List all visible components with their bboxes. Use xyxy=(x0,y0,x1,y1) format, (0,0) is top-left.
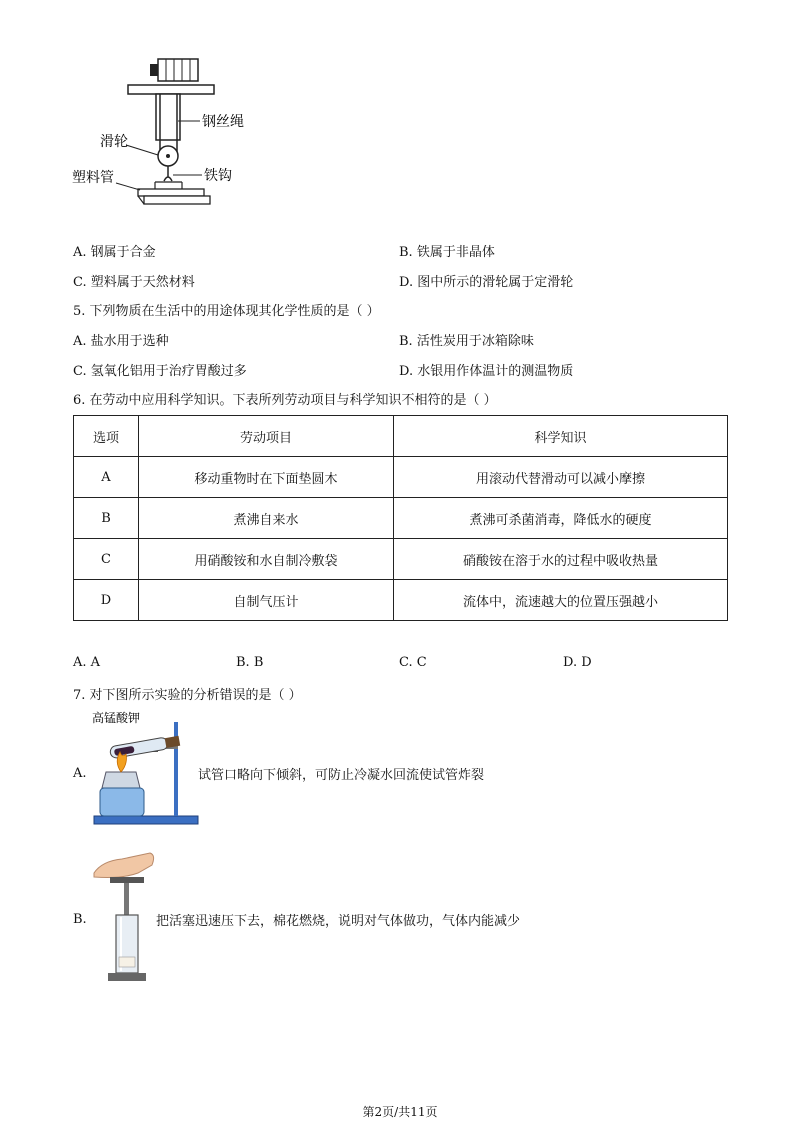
q6-option-a-text: A xyxy=(90,655,101,670)
table-cell: A xyxy=(74,457,139,498)
q5-option-a-label: A. xyxy=(73,334,87,349)
table-header-cell: 选项 xyxy=(74,416,139,457)
q5-option-c-label: C. xyxy=(73,364,87,379)
q5-option-a[interactable] xyxy=(73,330,169,349)
table-cell: D xyxy=(74,580,139,621)
q6-option-d-label: D. xyxy=(563,655,578,670)
label-steel-wire: 钢丝绳 xyxy=(202,114,244,130)
q4-option-c[interactable] xyxy=(73,271,195,290)
piston-handle xyxy=(110,877,144,883)
table-cell: 煮沸自来水 xyxy=(139,498,394,539)
q4-option-d-label: D. xyxy=(399,275,414,290)
plastic-pipe xyxy=(138,189,204,196)
q5-option-d-label: D. xyxy=(399,364,414,379)
q6-option-d-text: D xyxy=(581,655,592,670)
q5-option-a-text: 盐水用于选种 xyxy=(90,334,169,349)
table-cell: 移动重物时在下面垫圆木 xyxy=(139,457,394,498)
q5-stem: 5. 下列物质在生活中的用途体现其化学性质的是（ ） xyxy=(73,304,380,319)
q7-stem: 7. 对下图所示实验的分析错误的是（ ） xyxy=(73,688,302,703)
table-cell: C xyxy=(74,539,139,580)
table-cell: 用硝酸铵和水自制冷敷袋 xyxy=(139,539,394,580)
heating-apparatus-figure xyxy=(88,708,203,830)
q4-option-b[interactable] xyxy=(399,241,495,260)
table-cell: 自制气压计 xyxy=(139,580,394,621)
iron-hook xyxy=(164,166,172,181)
table-row xyxy=(74,457,728,498)
table-cell: 流体中，流速越大的位置压强越小 xyxy=(394,580,728,621)
q4-option-a[interactable] xyxy=(73,241,156,260)
q5-option-b[interactable] xyxy=(399,330,534,349)
q7-option-a-label: A. xyxy=(73,766,87,781)
support-plate xyxy=(128,85,214,94)
piston-compression-figure xyxy=(92,845,162,985)
q4-option-c-text: 塑料属于天然材料 xyxy=(90,275,195,290)
q5-option-d-text: 水银用作体温计的测温物质 xyxy=(417,364,574,379)
q6-option-c[interactable] xyxy=(399,655,427,670)
q7-option-b[interactable] xyxy=(73,912,521,929)
pulley-figure xyxy=(70,55,270,220)
q6-option-b-label: B. xyxy=(236,655,250,670)
table-row xyxy=(74,498,728,539)
q6-option-d[interactable] xyxy=(563,655,592,670)
q6-option-c-label: C. xyxy=(399,655,413,670)
q6-option-b-text: B xyxy=(253,655,264,670)
table-row xyxy=(74,539,728,580)
q4-option-d-text: 图中所示的滑轮属于定滑轮 xyxy=(417,275,574,290)
flame-icon xyxy=(117,752,126,772)
stand-base xyxy=(94,816,198,824)
page-number: 第2页/共11页 xyxy=(362,1105,438,1119)
q4-option-d[interactable] xyxy=(399,271,573,290)
table-cell: 煮沸可杀菌消毒，降低水的硬度 xyxy=(394,498,728,539)
q5-option-c[interactable] xyxy=(73,360,247,379)
q4-option-a-text: 钢属于合金 xyxy=(90,245,156,260)
motor-shaft xyxy=(150,64,158,76)
q6-option-a[interactable] xyxy=(73,655,100,670)
motor-body xyxy=(158,59,198,81)
table-cell: B xyxy=(74,498,139,539)
q4-option-b-label: B. xyxy=(399,245,413,260)
q7-option-a-text: 试管口略向下倾斜，可防止冷凝水回流使试管炸裂 xyxy=(198,768,485,783)
alcohol-lamp-base xyxy=(100,788,144,816)
q4-option-c-label: C. xyxy=(73,275,87,290)
q5-option-b-label: B. xyxy=(399,334,413,349)
q4-option-b-text: 铁属于非晶体 xyxy=(416,245,495,260)
label-plastic-pipe: 塑料管 xyxy=(72,170,114,186)
q5-option-d[interactable] xyxy=(399,360,573,379)
q6-stem: 6. 在劳动中应用科学知识。下表所列劳动项目与科学知识不相符的是（ ） xyxy=(73,393,497,408)
table-header-row xyxy=(74,416,728,457)
label-pulley: 滑轮 xyxy=(100,134,128,150)
piston-rod xyxy=(124,883,129,919)
q7-option-a[interactable] xyxy=(73,766,485,783)
q7-option-b-text: 把活塞迅速压下去，棉花燃烧，说明对气体做功，气体内能减少 xyxy=(156,914,521,929)
table-cell: 硝酸铵在溶于水的过程中吸收热量 xyxy=(394,539,728,580)
table-header-cell: 科学知识 xyxy=(394,416,728,457)
table-cell: 用滚动代替滑动可以减小摩擦 xyxy=(394,457,728,498)
q6-option-a-label: A. xyxy=(73,655,87,670)
q7-option-b-label: B. xyxy=(73,912,87,927)
q5-option-c-text: 氢氧化铝用于治疗胃酸过多 xyxy=(90,364,247,379)
q6-option-c-text: C xyxy=(416,655,427,670)
table-header-cell: 劳动项目 xyxy=(139,416,394,457)
hand-icon xyxy=(94,853,154,878)
label-potassium-permanganate: 高锰酸钾 xyxy=(92,711,141,725)
q5-option-b-text: 活性炭用于冰箱除味 xyxy=(416,334,534,349)
q6-table xyxy=(73,415,728,621)
table-row xyxy=(74,580,728,621)
q6-option-b[interactable] xyxy=(236,655,263,670)
cylinder-base xyxy=(108,973,146,981)
q4-option-a-label: A. xyxy=(73,245,87,260)
label-iron-hook: 铁钩 xyxy=(204,168,232,184)
